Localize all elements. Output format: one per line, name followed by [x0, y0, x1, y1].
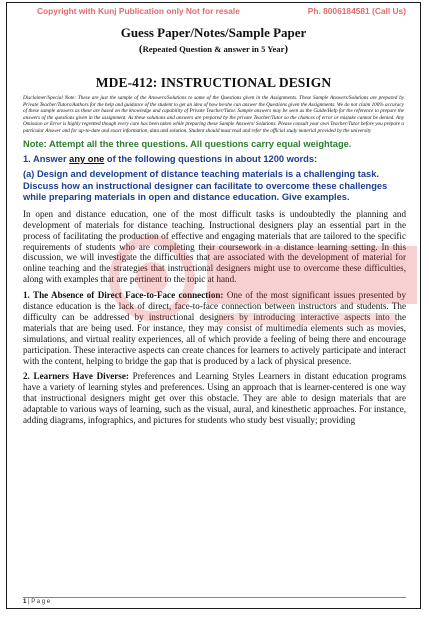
page-label: | P a g e [26, 599, 51, 605]
page-number: 1 [23, 599, 27, 605]
answer-point-1 [23, 290, 406, 366]
page-footer [23, 597, 406, 605]
disclaimer-text: Disclaimer/Special Note: These are just the sample of the Answers/Solutions to some of the Questions given in the Assignments. These Sample Answers/Solutions are prepared by Private Teacher/Tutors/Authors for the help and guidance of the student to get an idea of how he/she can answer the Questions given the Assignments. We do not claim 100% accuracy of these sample answers as these are based on the knowledge and capability of Private Teacher/Tutor. Sample answers may be seen as the Guide/Help for the reference to prepare the answers of the questions given in the assignment. As these solutions and answers are prepared by the private Teacher/Tutor so the chances of error or mistake cannot be denied. Any Omission or Error is highly regretted though every care has been taken while preparing these Sample Answers/ Solutions. Please consult your own Teacher/Tutor before you prepare a particular Answer and for up-to-date and exact information, data and solution. Student should must read and refer the official study material provided by the university [23, 95, 404, 134]
copyright-header [7, 3, 420, 16]
question-heading-suffix: of the following questions in about 1200 words: [104, 154, 318, 164]
copyright-notice: Copyright with Kunj Publication only Not for resale [37, 6, 240, 16]
document-subtitle [7, 43, 420, 55]
subtitle-paren-close: ) [284, 43, 289, 55]
document-title: Guess Paper/Notes/Sample Paper [120, 25, 307, 40]
point-2-body: Preferences and Learning Styles Learners in distant education programs have a variety of learning styles and preferences. Using an approach that is learner-centered is one way that instructional designers might get over this obstacle. They are able to design materials that are adaptable to various ways of learning, such as the visual, aural, and kinesthetic approaches. For instance, adding diagrams, infographics, and pictures for students who study best visually; providing [23, 371, 406, 426]
subtitle-text: Repeated Question & answer in 5 Year [142, 44, 285, 54]
subtitle-paren-open: ( [138, 43, 143, 55]
intro-paragraph: In open and distance education, one of the most difficult tasks is undoubtedly the planning and development of materials for distance teaching. Instructional designers play an essential part in the process of facilitating the production of effective and engaging materials that are tailored to the specific requirements of students who are completing their coursework in a distance learning setting. In this discussion, we will investigate the difficulties that are associated with the development of material for online teaching and the strategies that instructional designers might use to overcome these difficulties, along with examples that are pertinent to the topic at hand. [23, 208, 406, 285]
question-text: (a) Design and development of distance teaching materials is a challenging task. Discuss how an instructional designer can facilitate to overcome these challenges while preparing materials in open and distance education. Give examples. [23, 169, 388, 203]
course-title: MDE-412: INSTRUCTIONAL DESIGN [95, 75, 332, 90]
question-heading [23, 154, 420, 164]
question-heading-prefix: 1. Answer [23, 154, 70, 164]
point-1-body: One of the most significant issues presented by distance education is the lack of direct, face-to-face connection between instructors and students. The difficulty can be addressed by instructional designers by introducing interactive aspects into the materials that are being used. For instance, they may consist of multimedia elements such as movies, simulations, and virtual reality experiences, all of which provide a feeling of being there and encourage participation. These interactive aspects can create chances for learners to actively participate and interact with the content, helping to bridge the gap that is produced by a lack of physical presence. [23, 290, 406, 366]
instructions-note: Note: Attempt all the three questions. All questions carry equal weightage. [23, 139, 352, 149]
question-heading-emphasis: any one [69, 154, 105, 164]
point-1-title: 1. The Absence of Direct Face-to-Face connection: [23, 290, 224, 301]
contact-phone: Ph. 8006184581 (Call Us) [307, 6, 406, 16]
answer-point-2 [23, 371, 406, 426]
document-page [6, 2, 421, 609]
point-2-title: 2. Learners Have Diverse: [23, 371, 129, 382]
